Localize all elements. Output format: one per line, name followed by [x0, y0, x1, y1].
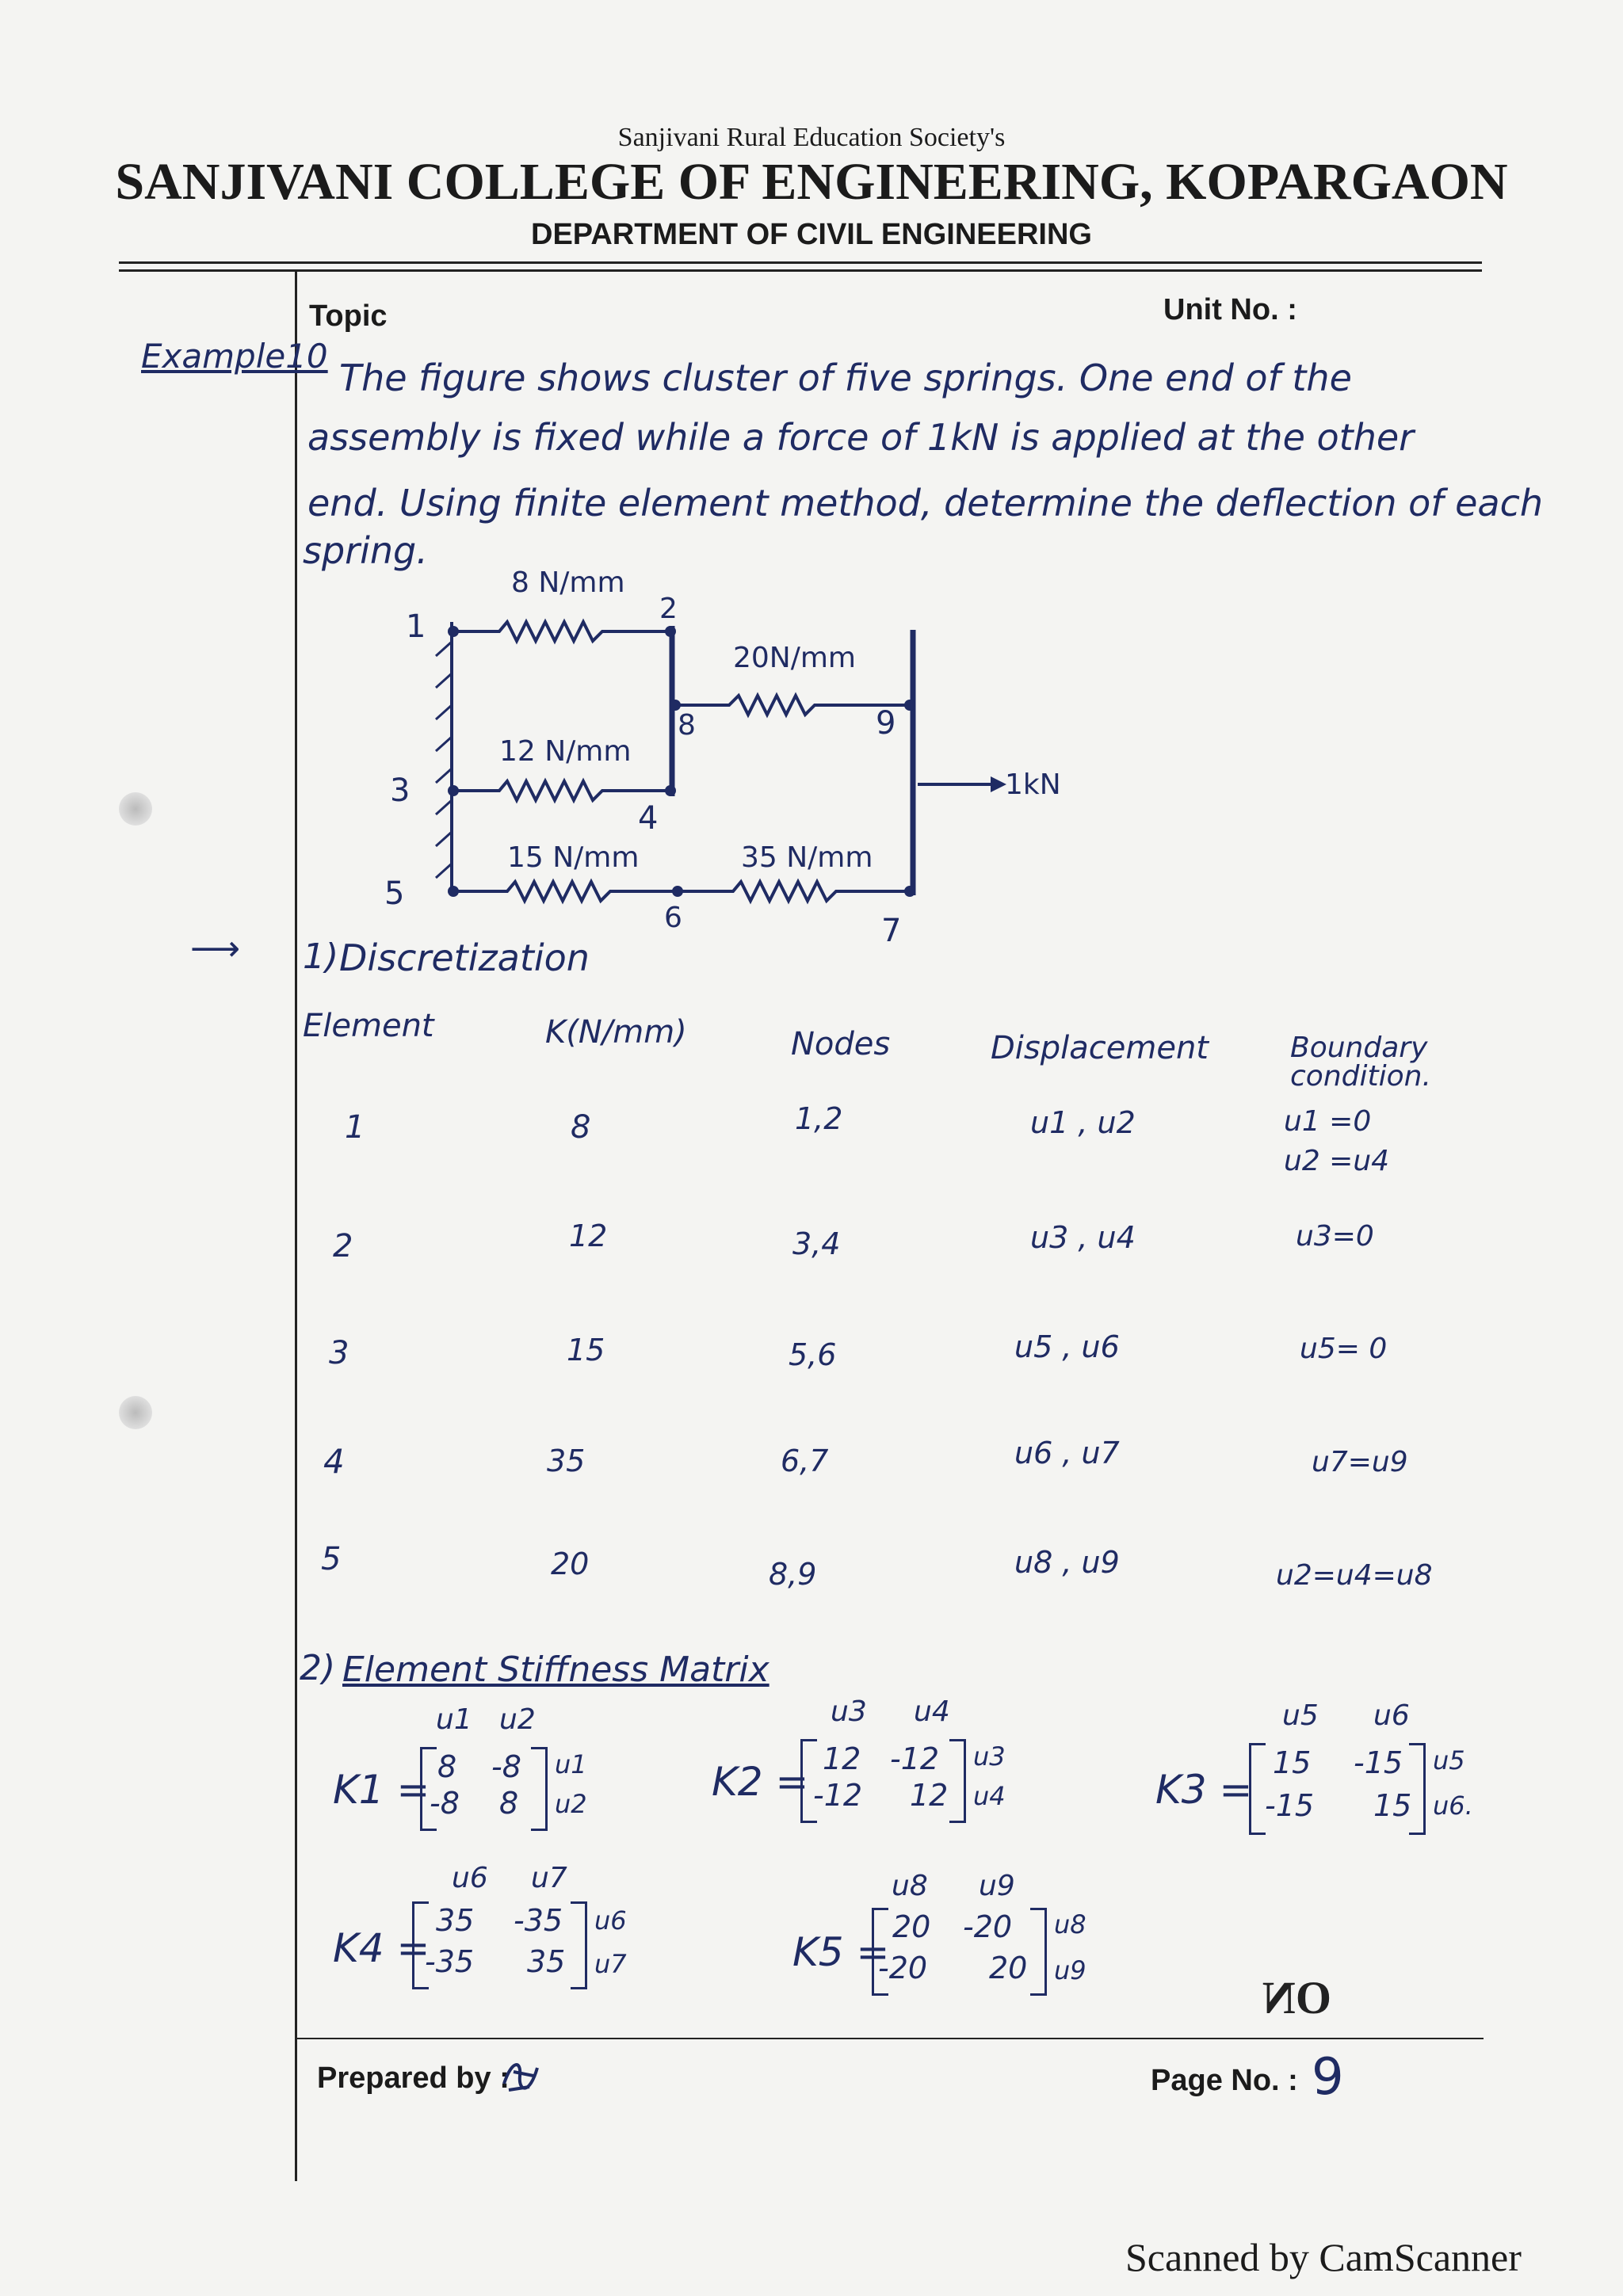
stray-mark: ON — [1262, 1972, 1331, 2023]
row5-bc1: u2=u4=u8 — [1276, 1559, 1433, 1592]
row2-disp: u3 , u4 — [1030, 1220, 1136, 1255]
section1-title: Discretization — [339, 936, 590, 979]
node-label-2: 2 — [659, 593, 678, 625]
row3-k: 15 — [567, 1333, 605, 1367]
header-rule-top — [119, 261, 1482, 264]
matrix-k4-a21: -35 — [425, 1944, 475, 1979]
col-header-boundary: Boundary condition. — [1290, 1032, 1431, 1093]
matrix-k5-a12: -20 — [963, 1909, 1013, 1944]
matrix-k2-col1: u3 — [831, 1695, 867, 1728]
node-label-9: 9 — [876, 705, 896, 742]
force-arrow-head — [991, 776, 1006, 792]
section1-arrow: ⟶ — [190, 929, 241, 969]
problem-line-2: assembly is fixed while a force of 1kN is applied at the other — [307, 416, 1415, 459]
row2-bc1: u3=0 — [1296, 1220, 1374, 1253]
node-label-7: 7 — [881, 913, 902, 949]
matrix-k2-a22: 12 — [910, 1778, 949, 1813]
row4-nodes: 6,7 — [781, 1444, 829, 1478]
matrix-k4-col2: u7 — [531, 1862, 567, 1894]
matrix-k5-a21: -20 — [878, 1951, 928, 1985]
matrix-k4-col1: u6 — [452, 1862, 488, 1894]
matrix-k1-row2: u2 — [555, 1789, 587, 1819]
footer-rule — [295, 2038, 1484, 2039]
col-header-nodes: Nodes — [791, 1026, 891, 1062]
matrix-k5-a11: 20 — [892, 1909, 931, 1944]
matrix-k3-a21: -15 — [1265, 1788, 1315, 1823]
node-label-4: 4 — [638, 800, 659, 837]
row1-k: 8 — [571, 1109, 591, 1146]
force-label: 1kN — [1005, 769, 1061, 801]
prepared-by-label: Prepared by : — [317, 2061, 510, 2095]
department-name: DEPARTMENT OF CIVIL ENGINEERING — [531, 218, 1092, 251]
matrix-k5-row2: u9 — [1054, 1955, 1086, 1985]
matrix-k1-col2: u2 — [499, 1703, 536, 1736]
matrix-k2-a12: -12 — [890, 1741, 940, 1776]
row3-element: 3 — [329, 1335, 349, 1371]
spring-label-35: 35 N/mm — [741, 841, 873, 874]
spring-8 — [452, 622, 672, 641]
example-label: Example10 — [141, 337, 328, 376]
matrix-k3-a22: 15 — [1373, 1788, 1412, 1823]
matrix-k5-a22: 20 — [989, 1951, 1028, 1985]
row1-disp: u1 , u2 — [1030, 1105, 1136, 1140]
matrix-k1-right-bracket — [531, 1747, 548, 1831]
matrix-k1-row1: u1 — [555, 1749, 587, 1779]
row4-bc1: u7=u9 — [1312, 1446, 1408, 1478]
signature-image — [498, 2052, 545, 2100]
row4-element: 4 — [323, 1442, 345, 1481]
spring-35 — [678, 882, 913, 901]
row2-k: 12 — [569, 1219, 608, 1253]
matrix-k2-right-bracket — [949, 1739, 966, 1823]
row5-element: 5 — [321, 1541, 342, 1577]
topic-label: Topic — [309, 299, 388, 333]
section2-title: Element Stiffness Matrix — [342, 1650, 769, 1690]
row2-element: 2 — [333, 1228, 353, 1264]
spring-label-20: 20N/mm — [733, 642, 857, 674]
matrix-k3-a12: -15 — [1354, 1745, 1403, 1780]
matrix-k1-a11: 8 — [437, 1749, 457, 1784]
page-number-value: 9 — [1312, 2048, 1344, 2107]
row1-bc2: u2 =u4 — [1284, 1145, 1390, 1177]
matrix-k3-left-bracket — [1249, 1743, 1266, 1835]
matrix-k2-a11: 12 — [823, 1741, 861, 1776]
matrix-k2-row2: u4 — [973, 1781, 1006, 1811]
matrix-k1-col1: u1 — [436, 1703, 472, 1736]
matrix-k2-a21: -12 — [813, 1778, 863, 1813]
node-label-8: 8 — [678, 709, 696, 742]
row1-nodes: 1,2 — [795, 1101, 843, 1136]
matrix-k5-col2: u9 — [979, 1870, 1015, 1902]
college-name: SANJIVANI COLLEGE OF ENGINEERING, KOPARGAON — [115, 153, 1508, 211]
society-name: Sanjivani Rural Education Society's — [617, 123, 1006, 152]
row1-bc1: u1 =0 — [1284, 1105, 1372, 1138]
spring-12 — [452, 781, 672, 800]
row5-disp: u8 , u9 — [1014, 1545, 1120, 1580]
problem-line-3: end. Using finite element method, determine the deflection of each — [307, 482, 1544, 524]
row4-k: 35 — [547, 1444, 586, 1478]
punch-hole-top — [119, 792, 152, 826]
spring-label-8: 8 N/mm — [511, 566, 625, 599]
matrix-k5-row1: u8 — [1054, 1909, 1086, 1939]
matrix-k4-right-bracket — [571, 1901, 587, 1989]
margin-line — [295, 272, 297, 2181]
problem-line-1: The figure shows cluster of five springs. One end of the — [339, 357, 1352, 399]
wall-hatching — [436, 642, 452, 878]
header-rule-bottom — [119, 269, 1482, 272]
node-label-6: 6 — [664, 902, 682, 934]
matrix-k1-a21: -8 — [430, 1786, 460, 1821]
col-header-element: Element — [303, 1008, 434, 1044]
matrix-k3-row2: u6. — [1433, 1791, 1473, 1821]
problem-line-4: spring. — [303, 529, 428, 572]
matrix-k5-col1: u8 — [892, 1870, 928, 1902]
matrix-k3-label: K3 = — [1155, 1767, 1253, 1813]
matrix-k2-col2: u4 — [914, 1695, 950, 1728]
matrix-k3-a11: 15 — [1273, 1745, 1312, 1780]
matrix-k4-row2: u7 — [594, 1949, 627, 1979]
matrix-k1-label: K1 = — [333, 1767, 430, 1813]
matrix-k3-right-bracket — [1409, 1743, 1426, 1835]
col-header-k: K(N/mm) — [545, 1014, 687, 1051]
row3-disp: u5 , u6 — [1014, 1329, 1120, 1364]
row4-disp: u6 , u7 — [1014, 1436, 1120, 1470]
matrix-k4-label: K4 = — [333, 1925, 430, 1971]
row2-nodes: 3,4 — [792, 1226, 841, 1261]
matrix-k4-a22: 35 — [527, 1944, 566, 1979]
col-header-displacement: Displacement — [991, 1030, 1209, 1066]
matrix-k3-col2: u6 — [1373, 1699, 1410, 1732]
section1-number: 1) — [303, 936, 339, 977]
matrix-k4-row1: u6 — [594, 1905, 627, 1936]
matrix-k1-a12: -8 — [491, 1749, 521, 1784]
matrix-k2-label: K2 = — [712, 1759, 809, 1805]
scanner-watermark: Scanned by CamScanner — [1125, 2235, 1522, 2279]
row5-k: 20 — [551, 1547, 590, 1581]
matrix-k3-row1: u5 — [1433, 1745, 1465, 1775]
section2-number: 2) — [300, 1648, 336, 1688]
punch-hole-bottom — [119, 1396, 152, 1429]
matrix-k2-row1: u3 — [973, 1741, 1006, 1772]
row3-bc1: u5= 0 — [1300, 1333, 1388, 1365]
row1-element: 1 — [345, 1109, 365, 1146]
matrix-k4-a12: -35 — [514, 1903, 563, 1938]
unit-label: Unit No. : — [1163, 293, 1297, 326]
node-label-1: 1 — [406, 608, 426, 645]
matrix-k4-a11: 35 — [436, 1903, 475, 1938]
matrix-k5-label: K5 = — [792, 1929, 890, 1975]
row5-nodes: 8,9 — [769, 1557, 817, 1592]
matrix-k5-right-bracket — [1030, 1908, 1047, 1996]
page-number-label: Page No. : — [1151, 2064, 1298, 2097]
matrix-k1-a22: 8 — [499, 1786, 519, 1821]
matrix-k3-col1: u5 — [1282, 1699, 1319, 1732]
node-label-3: 3 — [390, 772, 411, 809]
spring-label-15: 15 N/mm — [507, 841, 640, 874]
spring-15 — [452, 882, 678, 901]
spring-label-12: 12 N/mm — [499, 735, 632, 768]
row3-nodes: 5,6 — [789, 1337, 837, 1372]
node-label-5: 5 — [384, 875, 405, 912]
